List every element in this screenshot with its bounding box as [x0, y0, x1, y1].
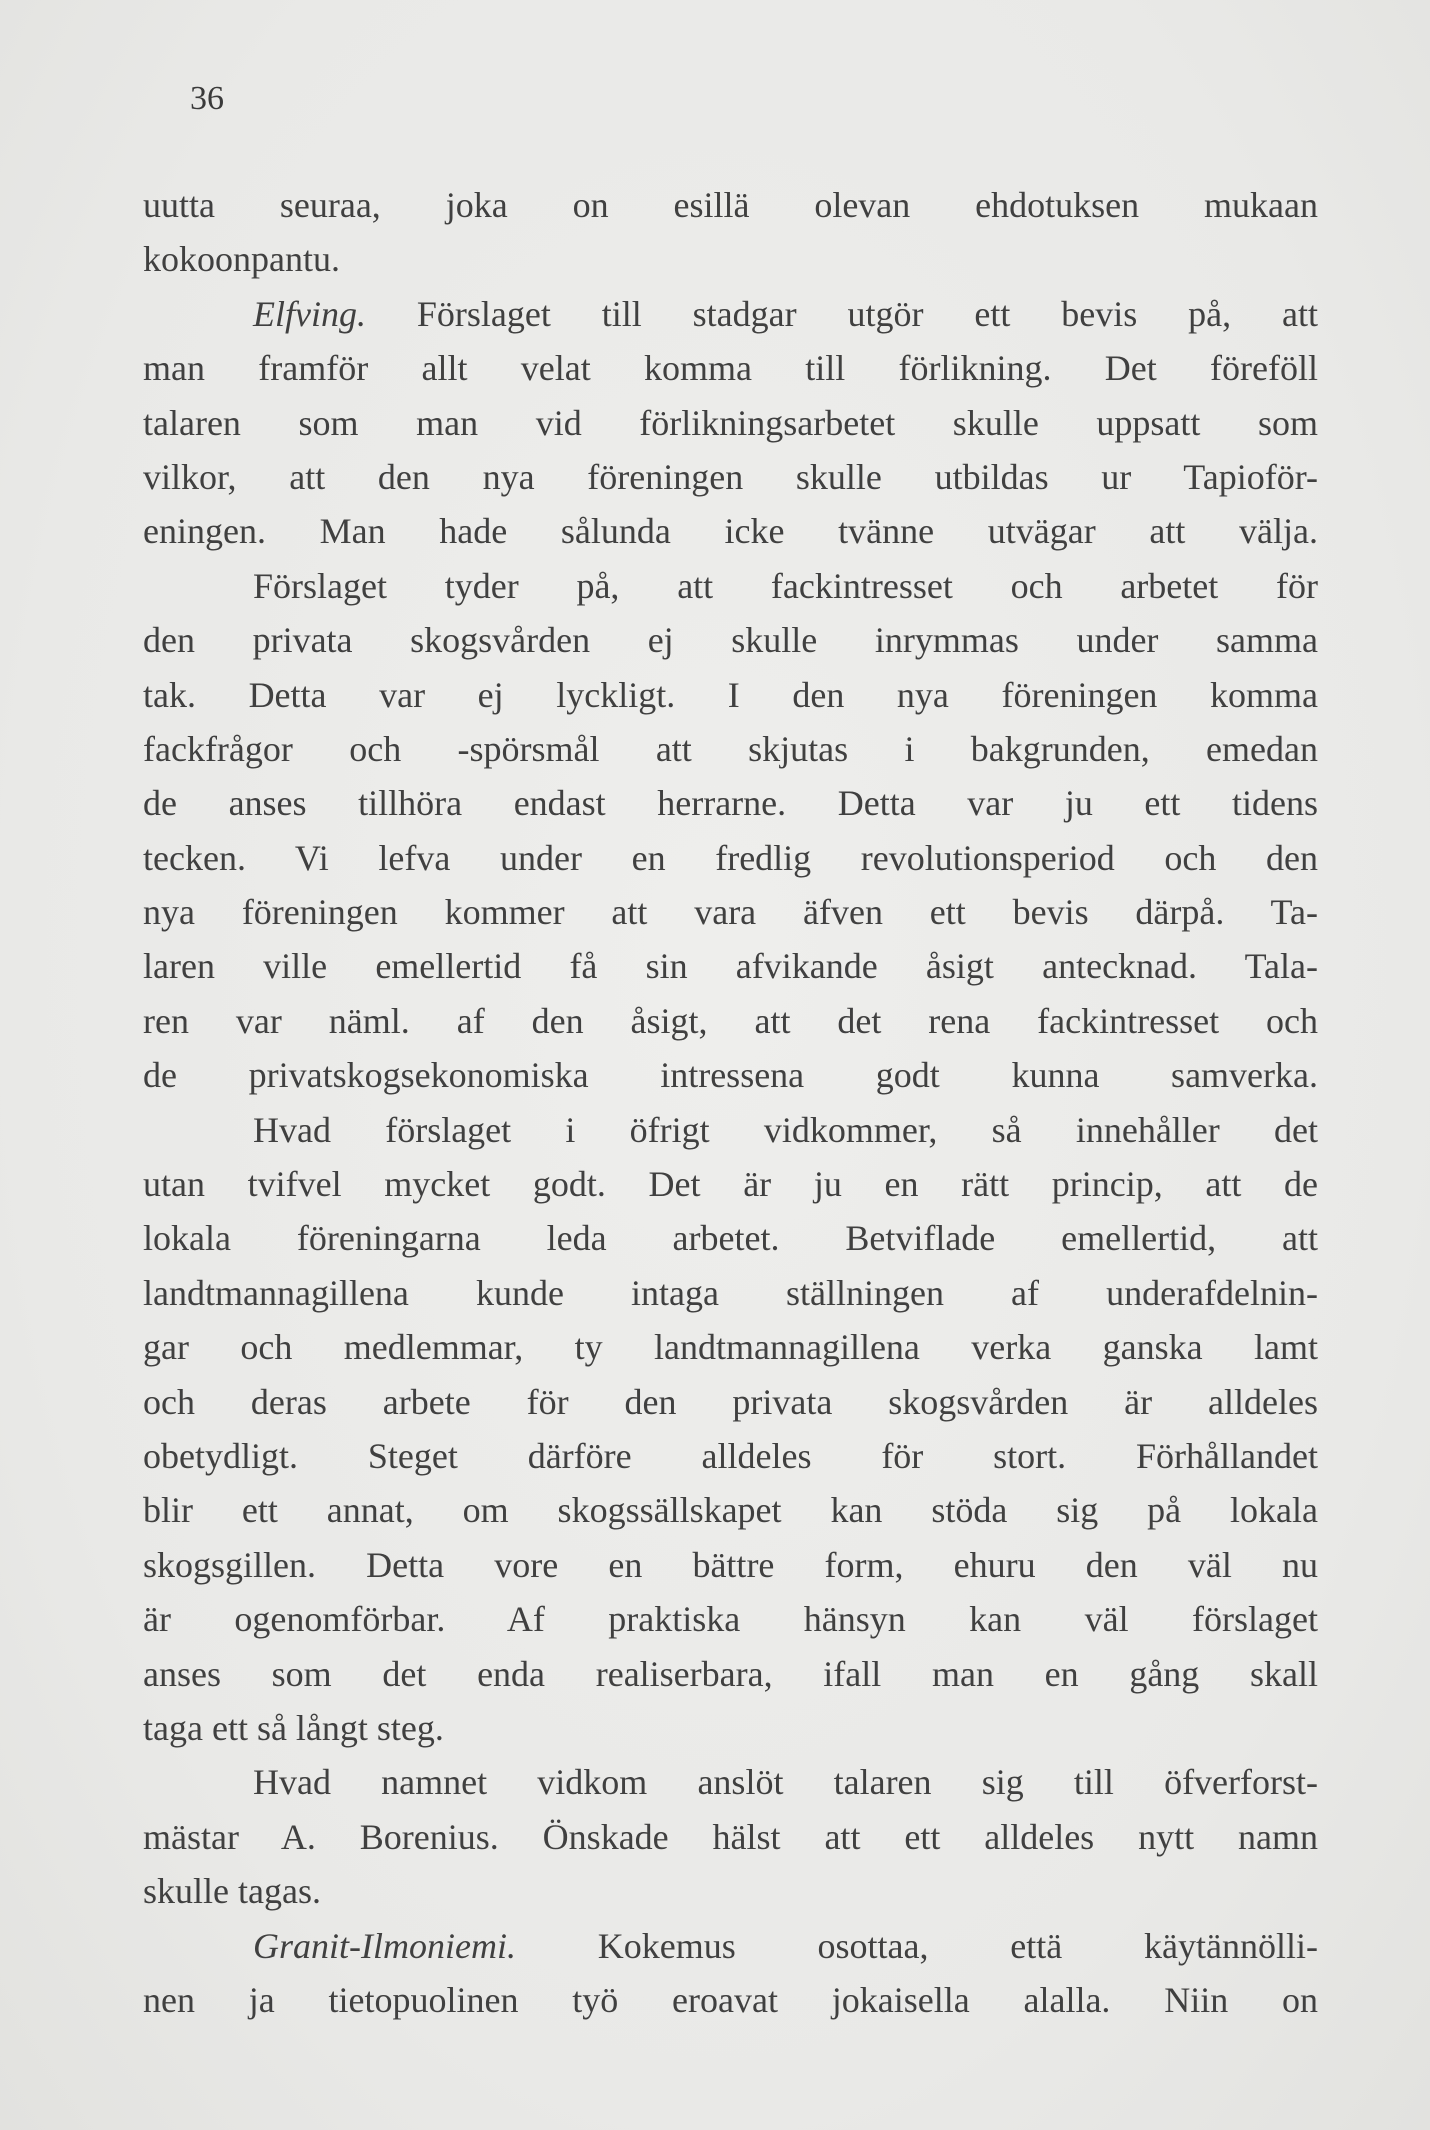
line-text: Förslaget tyder på, att fackintresset och arbetet för [253, 565, 1318, 606]
page-number: 36 [190, 80, 224, 117]
line-text: lokala föreningarna leda arbetet. Betviflade emellertid, att [143, 1218, 1318, 1259]
line-text: landtmannagillena kunde intaga ställningen af underafdelnin- [143, 1272, 1318, 1313]
text-line [143, 559, 1318, 613]
text-line [143, 1919, 1318, 1973]
text-line [143, 994, 1318, 1048]
text-line [143, 885, 1318, 939]
text-line [143, 1973, 1318, 2027]
text-line [143, 341, 1318, 395]
text-line [143, 1211, 1318, 1265]
text-line [143, 776, 1318, 830]
text-line [143, 504, 1318, 558]
text-line [143, 1157, 1318, 1211]
line-text: vilkor, att den nya föreningen skulle utbildas ur Tapioför- [143, 456, 1318, 497]
text-line [143, 1103, 1318, 1157]
text-line [143, 613, 1318, 667]
line-text: taga ett så långt steg. [143, 1707, 444, 1748]
line-text: gar och medlemmar, ty landtmannagillena verka ganska lamt [143, 1327, 1318, 1368]
line-text: uutta seuraa, joka on esillä olevan ehdotuksen mukaan [143, 185, 1318, 225]
line-text: fackfrågor och -spörsmål att skjutas i bakgrunden, emedan [143, 728, 1318, 769]
line-text: skogsgillen. Detta vore en bättre form, ehuru den väl nu [143, 1544, 1318, 1585]
text-line [143, 1483, 1318, 1537]
line-text: man framför allt velat komma till förlikning. Det föreföll [143, 348, 1318, 389]
line-text: den privata skogsvården ej skulle inrymmas under samma [143, 620, 1318, 661]
text-line [143, 1538, 1318, 1592]
text-line [143, 1320, 1318, 1374]
line-text: obetydligt. Steget därföre alldeles för stort. Förhållandet [143, 1435, 1318, 1476]
text-line [143, 831, 1318, 885]
line-text: tecken. Vi lefva under en fredlig revolutionsperiod och den [143, 837, 1318, 878]
text-line [143, 450, 1318, 504]
line-text: de privatskogsekonomiska intressena godt kunna samverka. [143, 1055, 1318, 1096]
text-line [143, 1701, 1318, 1755]
line-text: talaren som man vid förlikningsarbetet skulle uppsatt som [143, 402, 1318, 443]
speaker-name: Granit-Ilmoniemi. [253, 1925, 516, 1966]
line-text: ren var näml. af den åsigt, att det rena fackintresset och [143, 1000, 1318, 1041]
text-line [143, 1048, 1318, 1102]
text-line [143, 178, 1318, 232]
line-text: är ogenomförbar. Af praktiska hänsyn kan väl förslaget [143, 1599, 1318, 1640]
line-text: Hvad förslaget i öfrigt vidkommer, så innehåller det [253, 1109, 1318, 1150]
line-text: eningen. Man hade sålunda icke tvänne utvägar att välja. [143, 511, 1318, 552]
text-line [143, 722, 1318, 776]
text-line [143, 1266, 1318, 1320]
line-text: utan tvifvel mycket godt. Det är ju en rätt princip, att de [143, 1164, 1318, 1205]
text-line [143, 1429, 1318, 1483]
line-text: nen ja tietopuolinen työ eroavat jokaisella alalla. Niin on [143, 1979, 1318, 2020]
speaker-name: Elfving. [253, 293, 366, 334]
line-text: mästar A. Borenius. Önskade hälst att ett alldeles nytt namn [143, 1816, 1318, 1857]
text-line [143, 287, 1318, 341]
body-text [143, 178, 1318, 2027]
line-text: blir ett annat, om skogssällskapet kan stöda sig på lokala [143, 1490, 1318, 1531]
line-text: nya föreningen kommer att vara äfven ett bevis därpå. Ta- [143, 892, 1318, 933]
line-text: Hvad namnet vidkom anslöt talaren sig till öfverforst- [253, 1762, 1318, 1803]
text-line [143, 1864, 1318, 1918]
line-text: Kokemus osottaa, että käytännölli- [515, 1925, 1318, 1966]
line-text: kokoonpantu. [143, 239, 340, 280]
line-text: laren ville emellertid få sin afvikande åsigt antecknad. Tala- [143, 946, 1318, 987]
text-line [143, 1592, 1318, 1646]
line-text: de anses tillhöra endast herrarne. Detta var ju ett tidens [143, 783, 1318, 824]
line-text: tak. Detta var ej lyckligt. I den nya föreningen komma [143, 674, 1318, 715]
text-line [143, 396, 1318, 450]
line-text: Förslaget till stadgar utgör ett bevis på, att [365, 293, 1318, 334]
text-line [143, 1755, 1318, 1809]
line-text: skulle tagas. [143, 1871, 321, 1912]
line-text: anses som det enda realiserbara, ifall man en gång skall [143, 1653, 1318, 1694]
text-line [143, 232, 1318, 286]
text-line [143, 939, 1318, 993]
text-line [143, 1810, 1318, 1864]
line-text: och deras arbete för den privata skogsvården är alldeles [143, 1381, 1318, 1422]
text-line [143, 1647, 1318, 1701]
text-line [143, 1375, 1318, 1429]
text-line [143, 668, 1318, 722]
